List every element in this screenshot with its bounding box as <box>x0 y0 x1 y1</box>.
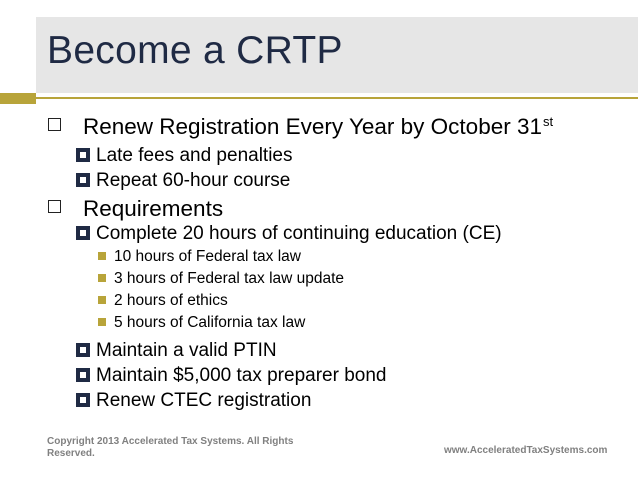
ordinal-suffix: st <box>543 114 554 129</box>
gold-square-bullet-icon <box>98 274 106 282</box>
gold-square-bullet-icon <box>98 296 106 304</box>
gold-square-bullet-icon <box>98 318 106 326</box>
accent-gold-line <box>36 97 638 99</box>
boxed-square-bullet-icon <box>76 393 90 407</box>
boxed-square-bullet-icon <box>76 173 90 187</box>
hollow-square-bullet-icon <box>48 118 61 131</box>
slide: Become a CRTP Renew Registration Every Year by October 31st Late fees and penalties Repeat 60-hour course Requirements Complete 20 hours of continuing education (CE) 10 hours of Federal tax law 3 hours of Federal tax law update 2 hours of ethics 5 hours of California tax law Maintain a valid PTIN Maintain $5,000 tax preparer bond Renew CTEC registration Copyright 2013 Accelerated Tax Systems. All Rights Reserved. www.AcceleratedTaxSystems.com <box>0 0 638 479</box>
gold-square-bullet-icon <box>98 252 106 260</box>
boxed-square-bullet-icon <box>76 368 90 382</box>
slide-title: Become a CRTP <box>47 29 343 72</box>
accent-gold-block <box>0 93 36 104</box>
hollow-square-bullet-icon <box>48 200 61 213</box>
boxed-square-bullet-icon <box>76 148 90 162</box>
bullet-renew-text: Renew Registration Every Year by October 31 <box>83 114 542 139</box>
footer-url[interactable]: www.AcceleratedTaxSystems.com <box>444 445 608 456</box>
title-margin <box>0 17 36 93</box>
boxed-square-bullet-icon <box>76 343 90 357</box>
boxed-square-bullet-icon <box>76 226 90 240</box>
footer-copyright: Copyright 2013 Accelerated Tax Systems. All Rights Reserved. <box>47 436 294 459</box>
